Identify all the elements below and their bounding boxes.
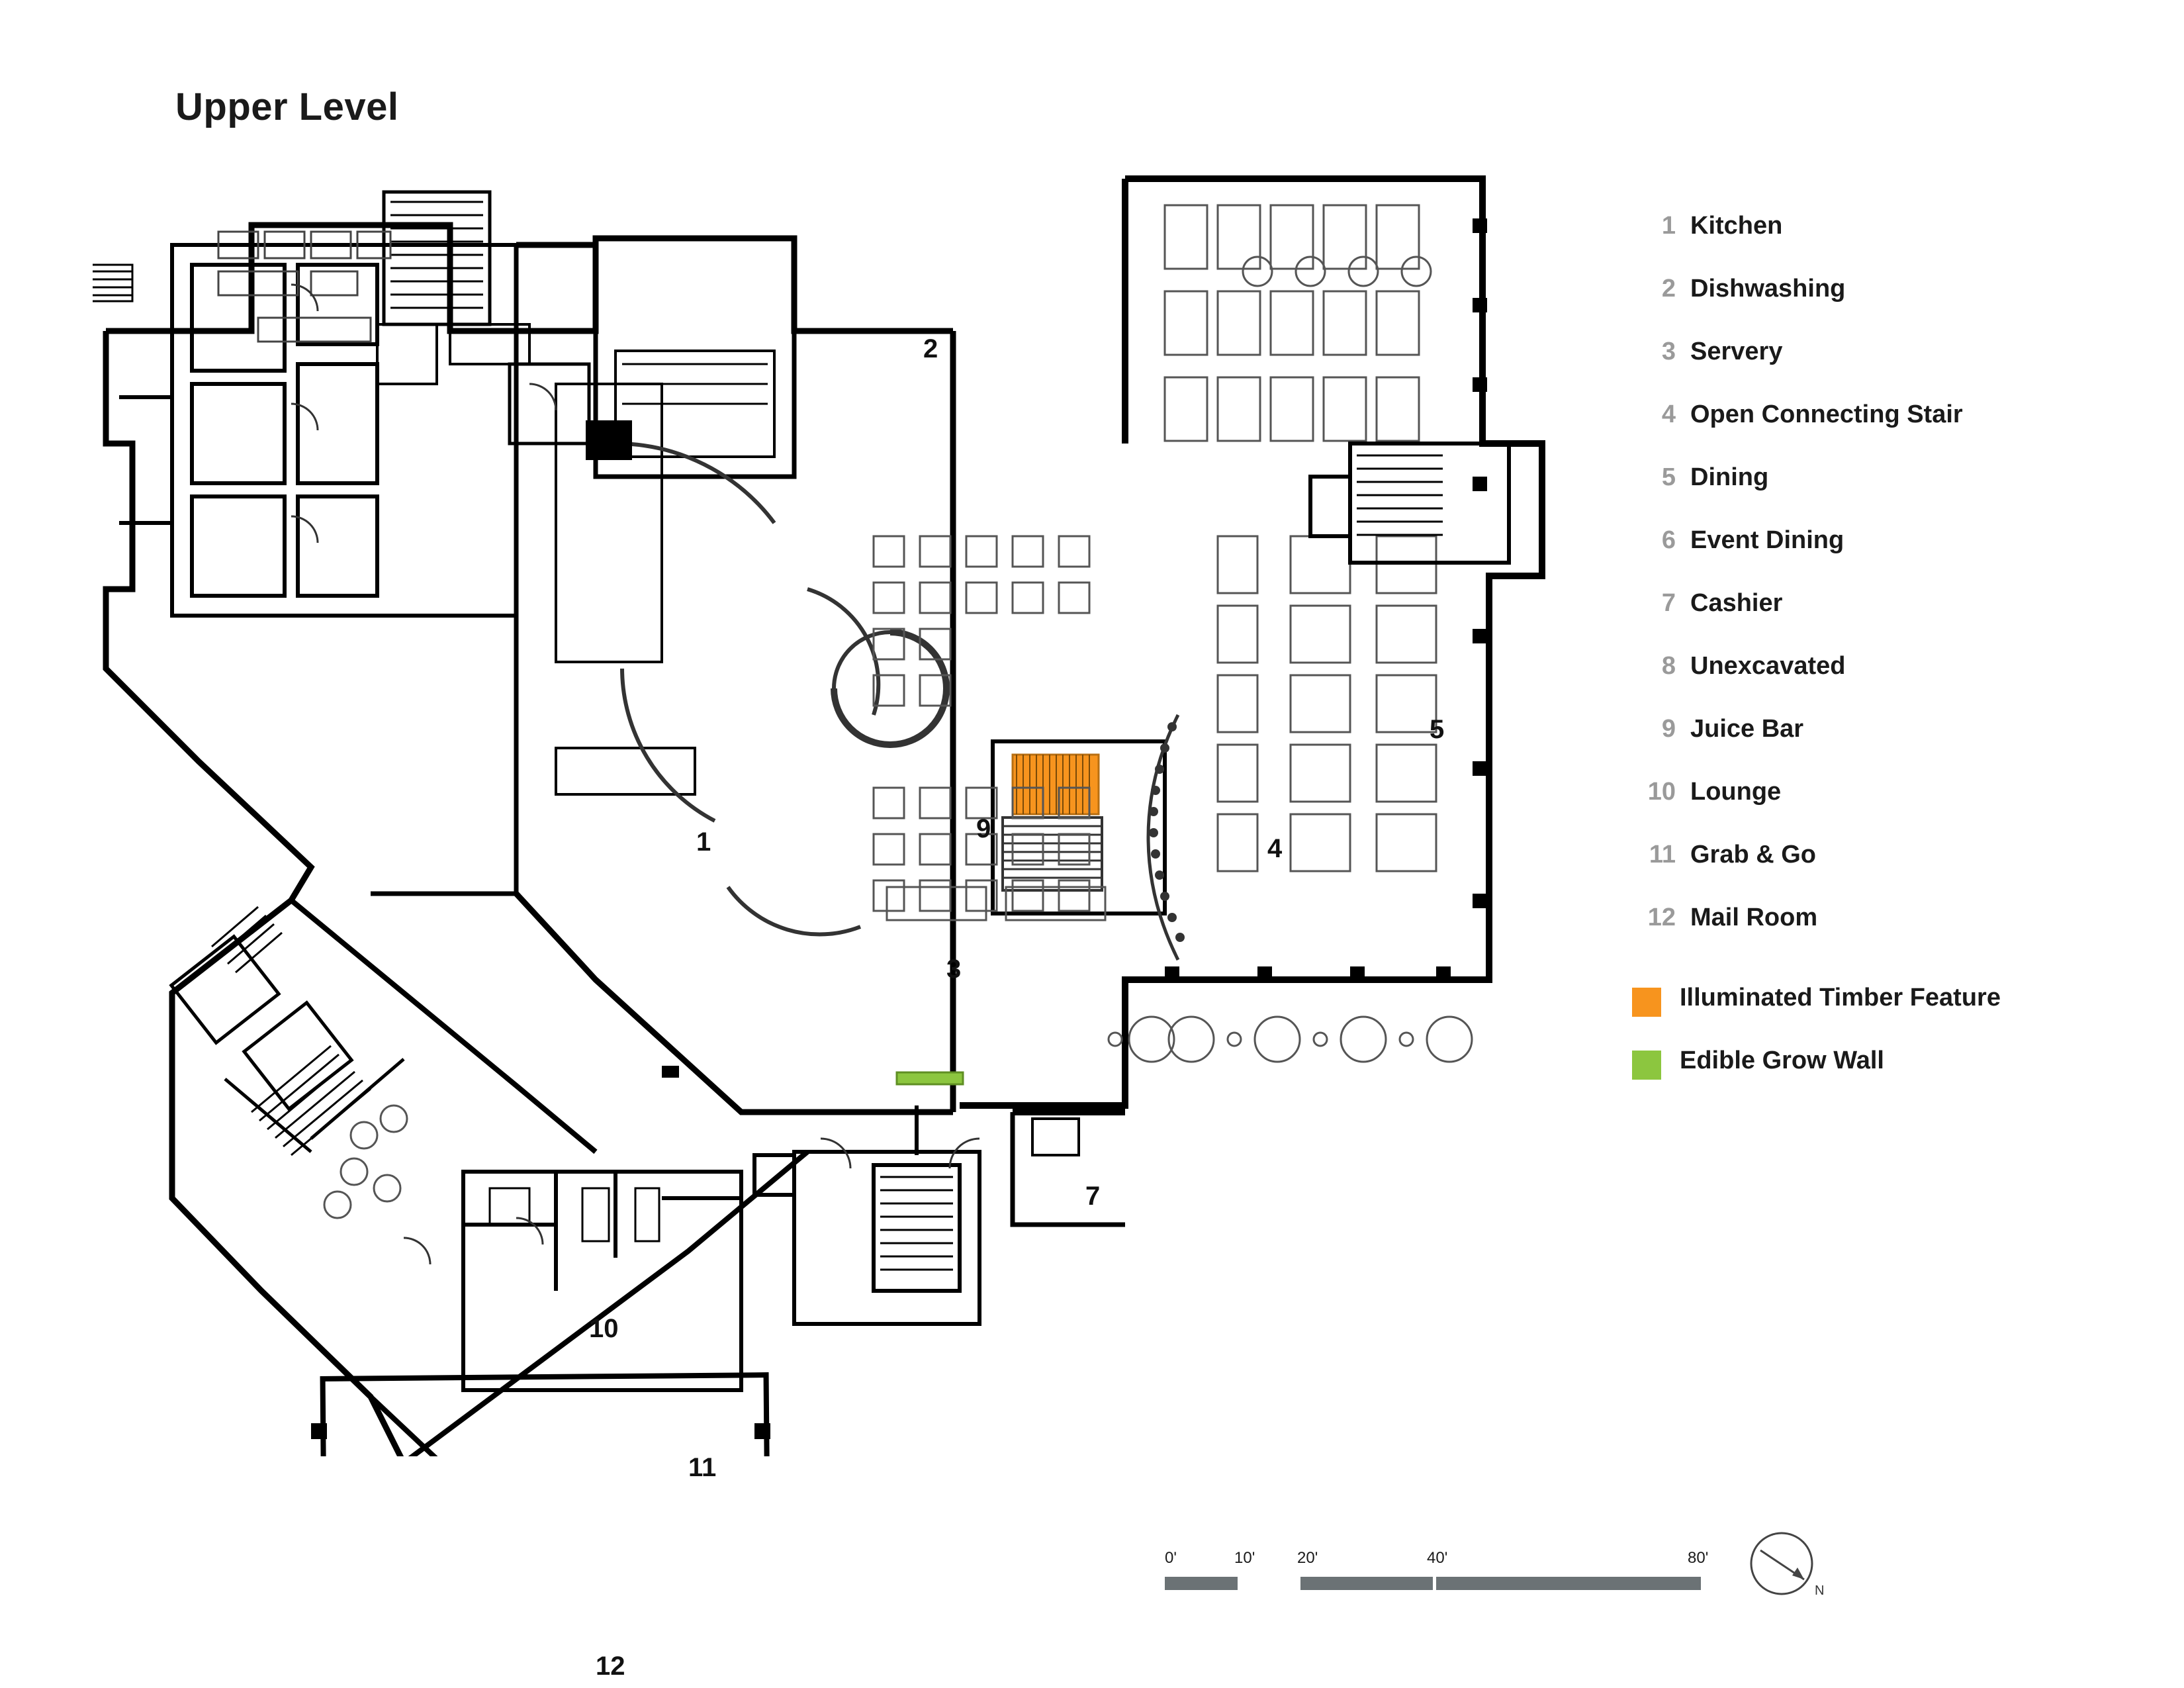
legend [1615,212,2118,1092]
wall-nib [662,1066,679,1078]
cashier-zone [1013,1112,1125,1225]
legend-label: Dining [1690,463,1769,491]
exterior-walls [106,225,953,1456]
legend-item-4 [1615,400,2118,463]
dining-tables-square [874,536,1089,911]
legend-number: 3 [1661,338,1676,365]
legend-label: Lounge [1690,778,1782,806]
legend-item-3 [1615,338,2118,400]
room-number-1: 1 [696,827,711,857]
legend-label: Grab & Go [1690,841,1817,868]
scale-tick-20: 20' [1297,1549,1318,1567]
legend-number: 1 [1661,212,1676,240]
east-stair-core [1310,444,1509,563]
scale-tick-10: 10' [1234,1549,1255,1567]
legend-item-7 [1615,589,2118,652]
room-number-10: 10 [589,1314,619,1343]
scale-segment-1 [1165,1577,1238,1590]
legend-number: 6 [1661,526,1676,554]
edible-grow-wall-marker [897,1072,963,1084]
legend-label: Illuminated Timber Feature [1680,984,2001,1011]
compass-icon [1741,1523,1827,1609]
legend-label: Cashier [1690,589,1783,617]
grow-wall-swatch [1632,1051,1661,1080]
legend-number: 2 [1661,275,1676,303]
kitchen-zone [371,192,695,894]
dishwashing-zone [510,238,794,477]
room-number-2: 2 [923,334,938,363]
legend-item-2 [1615,275,2118,338]
legend-label: Dishwashing [1690,275,1846,303]
timber-feature-swatch [1632,988,1661,1017]
legend-item-5 [1615,463,2118,526]
dining-hall-walls [960,179,1542,1112]
legend-item-8 [1615,652,2118,715]
floor-plan-svg [93,165,1615,1456]
legend-item-9 [1615,715,2118,778]
room-number-11: 11 [688,1453,717,1482]
room-number-3: 3 [946,955,962,984]
legend-item-timber-feature [1615,966,2118,1029]
legend-number: 8 [1661,652,1676,680]
scale-bar [1165,1549,1707,1609]
scale-tick-40: 40' [1427,1549,1448,1567]
legend-number: 11 [1649,841,1676,868]
lounge-seating [324,1105,407,1218]
room-number-4: 4 [1267,834,1283,863]
legend-label: Edible Grow Wall [1680,1047,1884,1074]
servery-boundary [516,245,953,1112]
legend-label: Mail Room [1690,904,1818,931]
legend-item-grow-wall [1615,1029,2118,1092]
kitchen-equipment [218,232,390,342]
legend-number: 7 [1661,589,1676,617]
north-arrow [1741,1523,1827,1609]
legend-number: 4 [1661,400,1676,428]
door-swings [291,285,979,1264]
legend-label: Servery [1690,338,1783,365]
room-number-9: 9 [976,814,991,843]
dining-tables-round [1109,1017,1472,1062]
legend-item-10 [1615,778,2118,841]
legend-label: Kitchen [1690,212,1783,240]
scale-segment-3 [1436,1577,1701,1590]
scale-tick-0: 0' [1165,1549,1177,1567]
legend-item-12 [1615,904,2118,966]
servery-counters [586,420,946,934]
dining-wall-piers [1165,218,1487,981]
room-number-7: 7 [1085,1182,1101,1211]
room-number-12: 12 [596,1652,625,1681]
scale-tick-80: 80' [1688,1549,1709,1567]
legend-label: Juice Bar [1690,715,1804,743]
room-number-5: 5 [1430,715,1445,744]
scale-segment-2 [1300,1577,1433,1590]
south-stair-core [754,1105,979,1324]
legend-item-6 [1615,526,2118,589]
grab-and-go-zone [463,1172,741,1390]
page-title: Upper Level [175,85,399,128]
legend-number: 9 [1661,715,1676,743]
legend-number: 12 [1647,904,1676,931]
legend-item-11 [1615,841,2118,904]
legend-item-1 [1615,212,2118,275]
legend-label: Event Dining [1690,526,1844,554]
legend-number: 5 [1661,463,1676,491]
legend-label: Unexcavated [1690,652,1846,680]
legend-label: Open Connecting Stair [1690,400,1963,428]
stair-west [93,265,132,301]
mail-building-piers [311,1423,770,1456]
legend-number: 10 [1647,778,1676,806]
compass-north-label: N [1815,1583,1825,1598]
